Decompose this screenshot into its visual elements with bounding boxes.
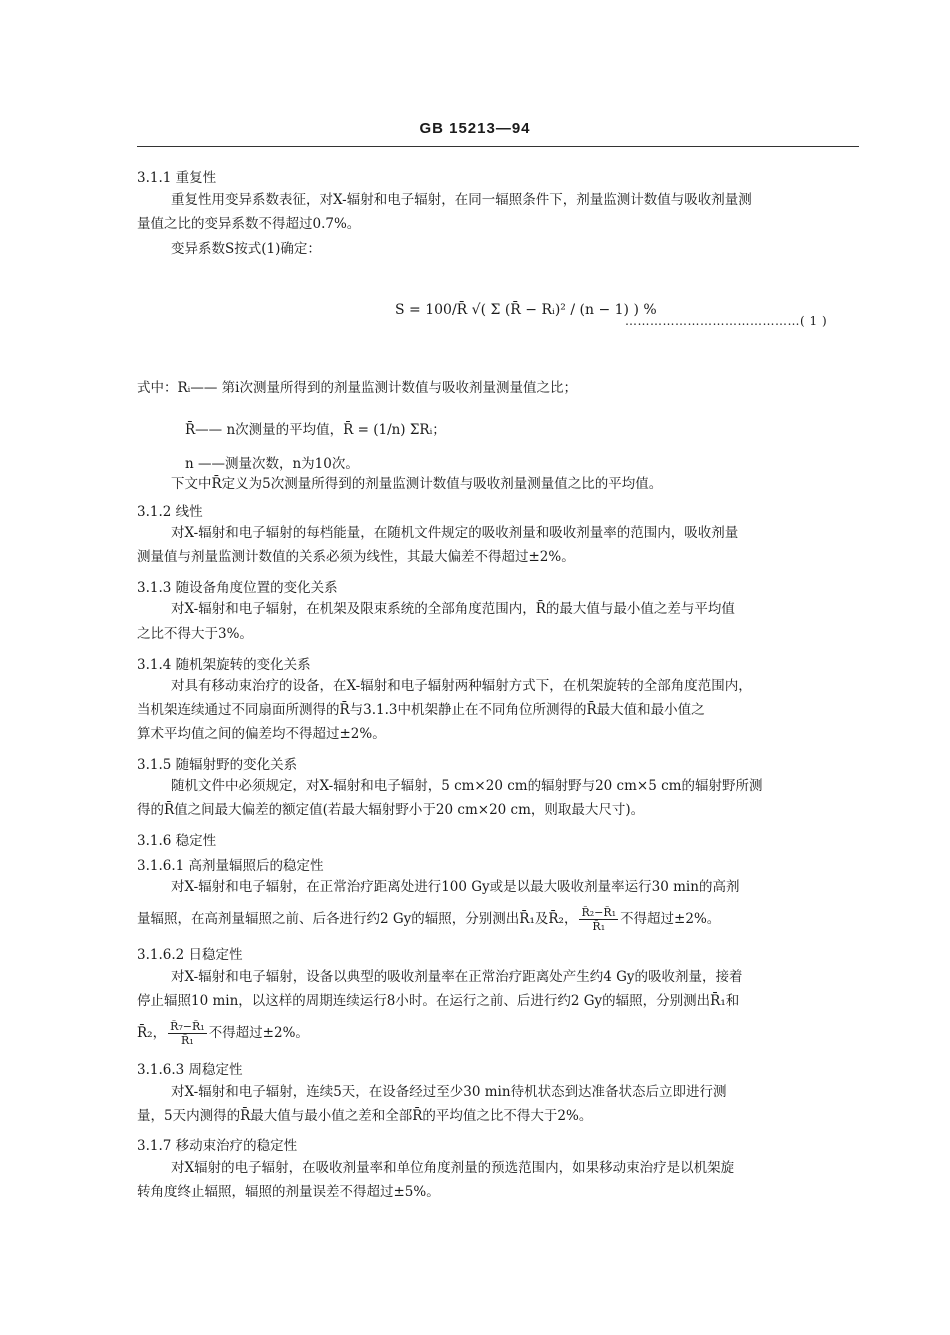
- paragraph-line: 对X辐射的电子辐射，在吸收剂量率和单位角度剂量的预选范围内，如果移动束治疗是以机架旋: [171, 1160, 735, 1176]
- paragraph-line: 对具有移动束治疗的设备，在X-辐射和电子辐射两种辐射方式下，在机架旋转的全部角度范围内，: [171, 678, 752, 694]
- heading-3-1-6-2: 3.1.6.2 日稳定性: [137, 947, 243, 963]
- paragraph-line: 重复性用变异系数表征，对X-辐射和电子辐射，在同一辐照条件下，剂量监测计数值与吸收剂量测: [171, 192, 752, 208]
- fraction-denominator: R̄₁: [181, 1034, 194, 1047]
- fraction-numerator: R̄₇−R̄₁: [170, 1020, 205, 1033]
- paragraph-line: 对X-辐射和电子辐射，设备以典型的吸收剂量率在正常治疗距离处产生约4 Gy的吸收剂量，接着: [171, 969, 743, 985]
- formula-1: S = 100/R̄ √( Σ (R̄ − Rᵢ)² / (n − 1) ) %: [395, 302, 657, 318]
- paragraph-line: 转角度终止辐照，辐照的剂量误差不得超过±5%。: [137, 1184, 440, 1200]
- paragraph-line: 量值之比的变异系数不得超过0.7%。: [137, 216, 361, 232]
- paragraph-line: 对X-辐射和电子辐射，连续5天，在设备经过至少30 min待机状态到达准备状态后立即进行测: [171, 1084, 727, 1100]
- fraction-numerator: R̄₂−R̄₁: [581, 906, 617, 919]
- paragraph-line: 停止辐照10 min，以这样的周期连续运行8小时。在运行之前、后进行约2 Gy的辐照，分别测出R̄₁和: [137, 993, 740, 1009]
- heading-3-1-6: 3.1.6 稳定性: [137, 833, 217, 849]
- heading-3-1-1: 3.1.1 重复性: [137, 170, 217, 186]
- heading-3-1-4: 3.1.4 随机架旋转的变化关系: [137, 657, 311, 673]
- definition-note: 下文中R̄定义为5次测量所得到的剂量监测计数值与吸收剂量测量值之比的平均值。: [171, 476, 663, 492]
- paragraph-line: 量，5天内测得的R̄最大值与最小值之差和全部R̄的平均值之比不得大于2%。: [137, 1108, 593, 1124]
- header-rule: [137, 146, 859, 147]
- formula-number: ……………………………………( 1 ): [625, 314, 828, 328]
- definition-rbar: R̄—— n次测量的平均值，R̄ = (1/n) ΣRᵢ；: [185, 422, 446, 438]
- paragraph-line: 对X-辐射和电子辐射，在正常治疗距离处进行100 Gy或是以最大吸收剂量率运行30 min的高剂: [171, 879, 740, 895]
- paragraph-line: 当机架连续通过不同扇面所测得的R̄与3.1.3中机架静止在不同角位所测得的R̄最大值和最小值之: [137, 702, 705, 718]
- fraction: [579, 906, 618, 933]
- standard-number-header: GB 15213—94: [419, 120, 531, 137]
- text-segment: R̄₂，: [137, 1025, 167, 1041]
- paragraph-line: 之比不得大于3%。: [137, 626, 253, 642]
- paragraph-line: 测量值与剂量监测计数值的关系必须为线性，其最大偏差不得超过±2%。: [137, 549, 575, 565]
- heading-3-1-5: 3.1.5 随辐射野的变化关系: [137, 757, 298, 773]
- paragraph-line: 得的R̄值之间最大偏差的额定值(若最大辐射野小于20 cm×20 cm，则取最大尺寸)。: [137, 802, 645, 818]
- paragraph-line: 对X-辐射和电子辐射的每档能量，在随机文件规定的吸收剂量和吸收剂量率的范围内，吸收剂量: [171, 525, 739, 541]
- definition-ri: 式中：Rᵢ—— 第i次测量所得到的剂量监测计数值与吸收剂量测量值之比；: [137, 380, 577, 396]
- text-segment: 不得超过±2%。: [208, 1025, 309, 1041]
- text-segment: 量辐照，在高剂量辐照之前、后各进行约2 Gy的辐照，分别测出R̄₁及R̄₂，: [137, 911, 578, 927]
- paragraph-line: 变异系数S按式(1)确定：: [171, 241, 321, 257]
- fraction-denominator: R̄₁: [592, 920, 606, 933]
- text-segment: 不得超过±2%。: [620, 911, 721, 927]
- fraction: [168, 1020, 207, 1047]
- heading-3-1-7: 3.1.7 移动束治疗的稳定性: [137, 1138, 298, 1154]
- paragraph-line-with-fraction: [137, 1020, 859, 1047]
- heading-3-1-2: 3.1.2 线性: [137, 504, 203, 520]
- paragraph-line: 对X-辐射和电子辐射，在机架及限束系统的全部角度范围内，R̄的最大值与最小值之差与平均值: [171, 601, 735, 617]
- heading-3-1-3: 3.1.3 随设备角度位置的变化关系: [137, 580, 338, 596]
- definition-n: n ——测量次数，n为10次。: [185, 456, 359, 472]
- paragraph-line: 随机文件中必须规定，对X-辐射和电子辐射，5 cm×20 cm的辐射野与20 cm×5 cm的辐射野所测: [171, 778, 763, 794]
- heading-3-1-6-1: 3.1.6.1 高剂量辐照后的稳定性: [137, 858, 324, 874]
- paragraph-line: 算术平均值之间的偏差均不得超过±2%。: [137, 726, 386, 742]
- paragraph-line-with-fraction: [137, 906, 859, 933]
- heading-3-1-6-3: 3.1.6.3 周稳定性: [137, 1062, 243, 1078]
